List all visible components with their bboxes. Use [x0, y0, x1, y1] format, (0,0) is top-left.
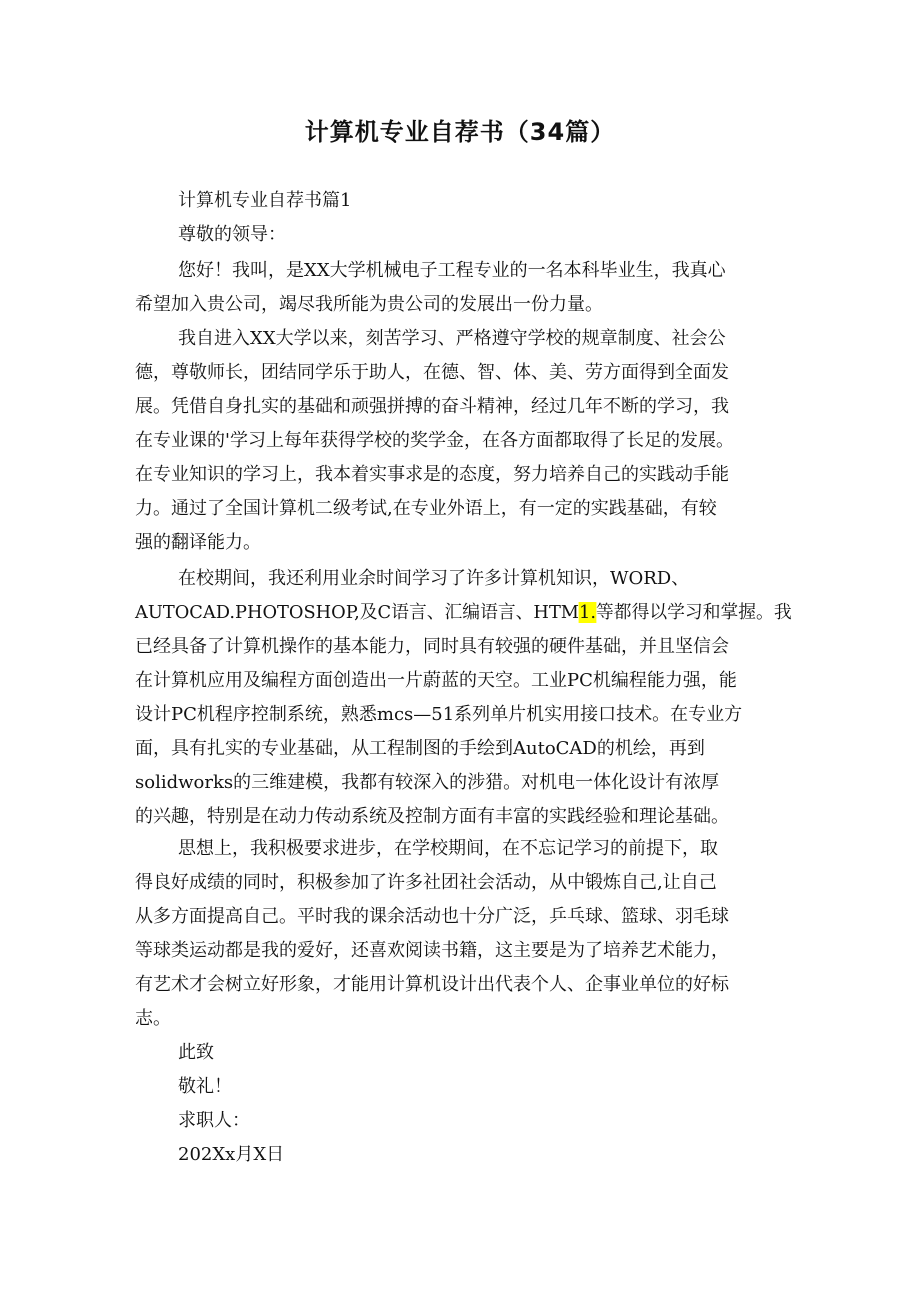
page-title: 计算机专业自荐书（34篇） [304, 118, 616, 146]
applicant-label: 求职人： [178, 1110, 250, 1131]
paragraph-line: 在专业课的'学习上每年获得学校的奖学金，在各方面都取得了长足的发展。 [135, 430, 734, 451]
paragraph-line: 志。 [135, 1008, 171, 1029]
closing-jingli: 敬礼！ [178, 1076, 232, 1097]
paragraph-line: 有艺术才会树立好形象，才能用计算机设计出代表个人、企事业单位的好标 [135, 974, 729, 995]
paragraph-line: 展。凭借自身扎实的基础和顽强拼搏的奋斗精神，经过几年不断的学习，我 [135, 396, 729, 417]
paragraph-line [135, 596, 792, 630]
paragraph-line: 思想上，我积极要求进步，在学校期间，在不忘记学习的前提下，取 [178, 838, 718, 859]
paragraph-line: 在计算机应用及编程方面创造出一片蔚蓝的天空。工业PC机编程能力强，能 [135, 670, 737, 691]
paragraph-line: 我自进入XX大学以来，刻苦学习、严格遵守学校的规章制度、社会公 [178, 328, 726, 349]
paragraph-line: 等球类运动都是我的爱好，还喜欢阅读书籍，这主要是为了培养艺术能力， [135, 940, 729, 961]
paragraph-line: 从多方面提高自己。平时我的课余活动也十分广泛，乒乓球、篮球、羽毛球 [135, 906, 729, 927]
text-segment: 等都得以学习和掌握。我 [595, 602, 792, 623]
paragraph-line: 的兴趣，特别是在动力传动系统及控制方面有丰富的实践经验和理论基础。 [135, 806, 729, 827]
paragraph-line: 希望加入贵公司，竭尽我所能为贵公司的发展出一份力量。 [135, 294, 603, 315]
paragraph-line: 力。通过了全国计算机二级考试,在专业外语上，有一定的实践基础，有较 [135, 498, 717, 519]
text-segment: AUTOCAD.PHOTOSHOP,及C语言、汇编语言、HTM [135, 602, 580, 623]
section-heading: 计算机专业自荐书篇1 [178, 190, 352, 211]
paragraph-line: 强的翻译能力。 [135, 532, 261, 553]
paragraph-line: 设计PC机程序控制系统，熟悉mcs—51系列单片机实用接口技术。在专业方 [135, 704, 743, 725]
closing-zhici: 此致 [178, 1042, 214, 1063]
paragraph-line: 得良好成绩的同时，积极参加了许多社团社会活动，从中锻炼自己,让自己 [135, 872, 717, 893]
paragraph-line: 德，尊敬师长，团结同学乐于助人，在德、智、体、美、劳方面得到全面发 [135, 362, 729, 383]
paragraph-line: 在校期间，我还利用业余时间学习了许多计算机知识，WORD、 [178, 568, 690, 589]
paragraph-line: 在专业知识的学习上，我本着实事求是的态度，努力培养自己的实践动手能 [135, 464, 729, 485]
paragraph-line: 您好！我叫，是XX大学机械电子工程专业的一名本科毕业生，我真心 [178, 260, 726, 281]
date-line: 202Xx月X日 [178, 1144, 285, 1165]
salutation: 尊敬的领导： [178, 224, 286, 245]
paragraph-line: solidworks的三维建模，我都有较深入的涉猎。对机电一体化设计有浓厚 [135, 772, 720, 793]
paragraph-line: 面，具有扎实的专业基础，从工程制图的手绘到AutoCAD的机绘，再到 [135, 738, 705, 759]
highlighted-text: 1. [579, 602, 596, 623]
paragraph-line: 已经具备了计算机操作的基本能力，同时具有较强的硬件基础，并且坚信会 [135, 636, 729, 657]
